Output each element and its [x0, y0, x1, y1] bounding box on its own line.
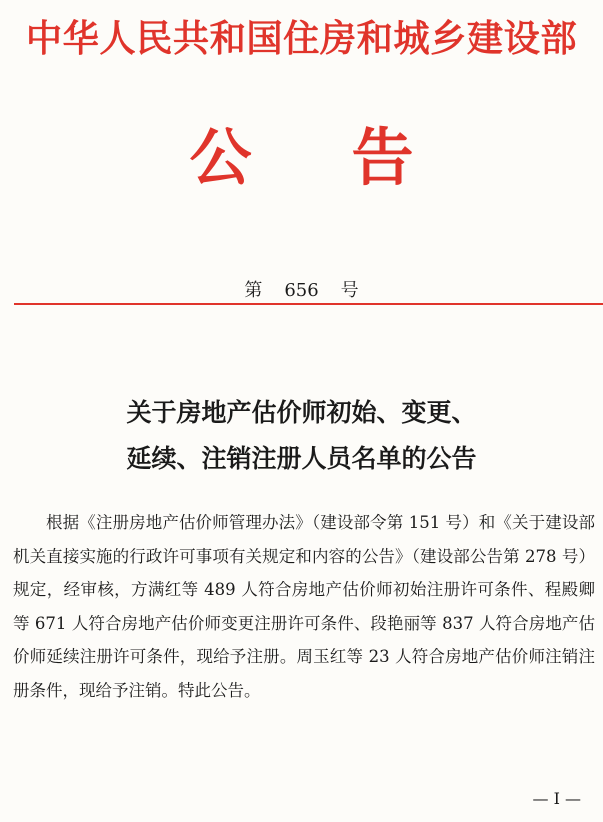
document-type-heading: 公告 — [189, 121, 514, 194]
page-number: — I — — [532, 789, 581, 808]
announcement-body-paragraph: 根据《注册房地产估价师管理办法》（建设部令第 151 号）和《关于建设部机关直接实施的行政许可事项有关规定和内容的公告》（建设部公告第 278 号）规定，经审核，方满红等 489 人符合房地产估价师初始注册许可条件、程殿卿等 671 人符合房地产估价师变更注册许可条件、段艳丽等 837 人符合房地产估价师延续注册许可条件，现给予注册。周玉红等 23 人符合房地产估价师注销注册条件，现给予注销。特此公告。 — [13, 513, 595, 700]
red-divider-line — [14, 303, 603, 305]
document-number-value: 656 — [284, 280, 319, 301]
document-number-suffix: 号 — [340, 280, 359, 301]
announcement-title-line-1: 关于房地产估价师初始、变更、 — [126, 398, 477, 427]
announcement-title-line-2: 延续、注销注册人员名单的公告 — [126, 444, 477, 473]
document-number — [0, 276, 603, 302]
issuing-authority-header: 中华人民共和国住房和城乡建设部 — [25, 17, 578, 60]
document-number-prefix: 第 — [244, 280, 263, 301]
